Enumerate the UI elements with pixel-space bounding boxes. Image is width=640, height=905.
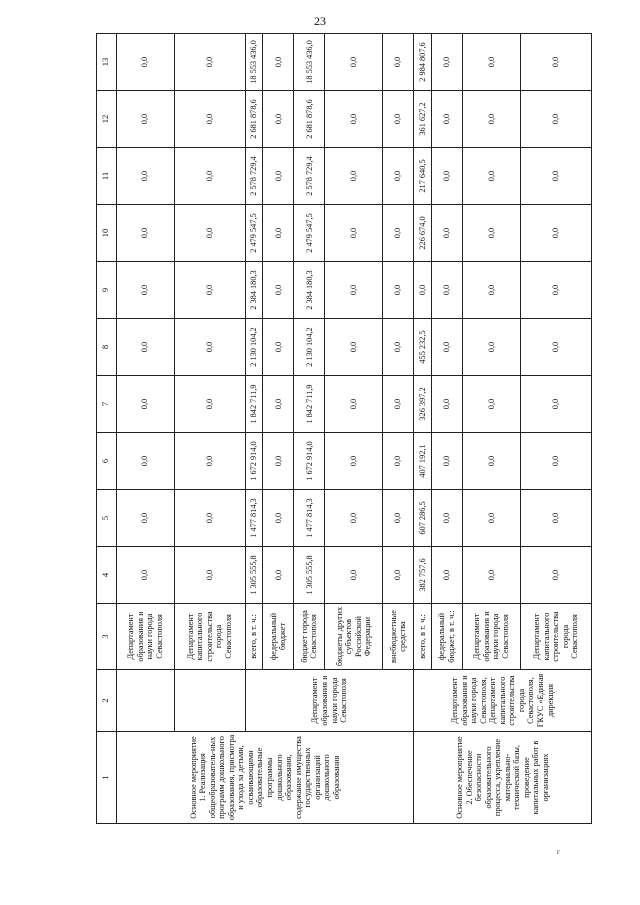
value-cell: 0,0 bbox=[174, 34, 245, 91]
value-cell: 0,0 bbox=[462, 148, 520, 205]
value-cell: 0,0 bbox=[462, 376, 520, 433]
budget-table bbox=[96, 33, 592, 824]
activity-1-executor: Департамент образования и науки города Севастополя bbox=[245, 670, 414, 732]
value-cell: 0,0 bbox=[116, 433, 174, 490]
value-cell: 0,0 bbox=[520, 34, 591, 91]
value-cell: 1 477 814,3 bbox=[294, 490, 325, 547]
source-cell: бюджеты других субъектов Российской Федерации bbox=[325, 604, 383, 670]
value-cell: 2 984 807,6 bbox=[414, 34, 432, 91]
value-cell: 0,0 bbox=[325, 34, 383, 91]
header-cell: 9 bbox=[97, 262, 117, 319]
source-cell: федеральный бюджет, в т. ч.: bbox=[431, 604, 462, 670]
value-cell: 0,0 bbox=[263, 319, 294, 376]
value-cell: 18 553 436,0 bbox=[245, 34, 263, 91]
value-cell: 0,0 bbox=[174, 205, 245, 262]
value-cell: 2 130 104,2 bbox=[245, 319, 263, 376]
value-cell: 0,0 bbox=[325, 148, 383, 205]
value-cell: 0,0 bbox=[431, 148, 462, 205]
value-cell: 2 681 878,6 bbox=[294, 91, 325, 148]
source-cell: Департамент капитального строительства города Севастополя bbox=[174, 604, 245, 670]
activity-1-name: Основное мероприятие 1. Реализация общеобразователь-ных программ дошкольного образования, присмотра и ухода за детьми, осваивающими образовательные программы дошкольного образования, содержание имущества государственных организаций дошкольного образования bbox=[116, 732, 414, 824]
value-cell: 0,0 bbox=[462, 262, 520, 319]
value-cell: 0,0 bbox=[520, 148, 591, 205]
activity-2-name: Основное мероприятие 2. Обеспечение безопасности образовательного процесса, укрепление материально-технической базы, проведение капитальных работ в организациях bbox=[414, 732, 592, 824]
value-cell: 1 305 555,8 bbox=[245, 547, 263, 604]
value-cell: 382 757,6 bbox=[414, 547, 432, 604]
value-cell: 0,0 bbox=[325, 262, 383, 319]
value-cell: 0,0 bbox=[325, 376, 383, 433]
source-cell: Департамент образования и науки города Севастополя bbox=[116, 604, 174, 670]
header-cell: 12 bbox=[97, 91, 117, 148]
value-cell: 217 640,5 bbox=[414, 148, 432, 205]
page-number: 23 bbox=[314, 14, 326, 28]
value-cell: 0,0 bbox=[325, 490, 383, 547]
value-cell: 1 842 711,9 bbox=[294, 376, 325, 433]
header-cell: 4 bbox=[97, 547, 117, 604]
value-cell: 0,0 bbox=[116, 376, 174, 433]
source-cell: всего, в т. ч.: bbox=[414, 604, 432, 670]
value-cell: 0,0 bbox=[174, 490, 245, 547]
empty-cell bbox=[174, 670, 245, 732]
value-cell: 0,0 bbox=[325, 433, 383, 490]
value-cell: 407 192,1 bbox=[414, 433, 432, 490]
value-cell: 0,0 bbox=[116, 319, 174, 376]
value-cell: 0,0 bbox=[325, 91, 383, 148]
header-row bbox=[97, 34, 117, 824]
value-cell: 0,0 bbox=[462, 490, 520, 547]
header-cell: 5 bbox=[97, 490, 117, 547]
value-cell: 0,0 bbox=[263, 148, 294, 205]
value-cell: 0,0 bbox=[462, 547, 520, 604]
value-cell: 2 578 729,4 bbox=[294, 148, 325, 205]
block1-rows bbox=[116, 34, 414, 824]
value-cell: 0,0 bbox=[462, 34, 520, 91]
value-cell: 455 232,5 bbox=[414, 319, 432, 376]
value-cell: 0,0 bbox=[383, 433, 414, 490]
value-cell: 2 384 180,3 bbox=[294, 262, 325, 319]
value-cell: 0,0 bbox=[263, 262, 294, 319]
source-cell: федеральный бюджет bbox=[263, 604, 294, 670]
value-cell: 0,0 bbox=[383, 34, 414, 91]
source-cell: Департамент капитального строительства города Севастополя bbox=[520, 604, 591, 670]
value-cell: 0,0 bbox=[431, 319, 462, 376]
value-cell: 0,0 bbox=[116, 34, 174, 91]
value-cell: 0,0 bbox=[520, 433, 591, 490]
rotated-table-wrapper bbox=[96, 34, 592, 824]
value-cell: 0,0 bbox=[383, 490, 414, 547]
header-cell: 1 bbox=[97, 732, 117, 824]
value-cell: 0,0 bbox=[520, 205, 591, 262]
activity-2-executor: Департамент образования и науки города Севастополя, Департамент капитального строительства города Севастополя, ГКУС «Единая дирекция bbox=[414, 670, 592, 732]
value-cell: 2 578 729,4 bbox=[245, 148, 263, 205]
value-cell: 0,0 bbox=[263, 34, 294, 91]
value-cell: 0,0 bbox=[116, 148, 174, 205]
value-cell: 18 553 436,0 bbox=[294, 34, 325, 91]
value-cell: 0,0 bbox=[174, 262, 245, 319]
value-cell: 0,0 bbox=[431, 490, 462, 547]
value-cell: 0,0 bbox=[383, 376, 414, 433]
source-cell: Департамент образования и науки города Севастополя bbox=[462, 604, 520, 670]
value-cell: 0,0 bbox=[263, 547, 294, 604]
value-cell: 2 130 104,2 bbox=[294, 319, 325, 376]
value-cell: 0,0 bbox=[174, 376, 245, 433]
value-cell: 0,0 bbox=[520, 547, 591, 604]
value-cell: 0,0 bbox=[263, 433, 294, 490]
value-cell: 0,0 bbox=[431, 262, 462, 319]
value-cell: 0,0 bbox=[116, 262, 174, 319]
value-cell: 0,0 bbox=[383, 319, 414, 376]
value-cell: 0,0 bbox=[325, 547, 383, 604]
value-cell: 1 477 814,3 bbox=[245, 490, 263, 547]
value-cell: 0,0 bbox=[116, 547, 174, 604]
value-cell: 0,0 bbox=[174, 547, 245, 604]
header-cell: 8 bbox=[97, 319, 117, 376]
value-cell: 0,0 bbox=[325, 205, 383, 262]
value-cell: 0,0 bbox=[431, 34, 462, 91]
value-cell: 0,0 bbox=[431, 376, 462, 433]
value-cell: 0,0 bbox=[462, 205, 520, 262]
value-cell: 0,0 bbox=[174, 148, 245, 205]
value-cell: 0,0 bbox=[462, 91, 520, 148]
source-cell: бюджет города Севастополя bbox=[294, 604, 325, 670]
table-row bbox=[414, 34, 432, 824]
value-cell: 0,0 bbox=[383, 547, 414, 604]
value-cell: 226 674,0 bbox=[414, 205, 432, 262]
value-cell: 361 627,2 bbox=[414, 91, 432, 148]
value-cell: 0,0 bbox=[174, 433, 245, 490]
value-cell: 0,0 bbox=[263, 91, 294, 148]
value-cell: 2 384 180,3 bbox=[245, 262, 263, 319]
value-cell: 0,0 bbox=[431, 433, 462, 490]
value-cell: 0,0 bbox=[414, 262, 432, 319]
empty-cell bbox=[116, 670, 174, 732]
value-cell: 0,0 bbox=[520, 376, 591, 433]
value-cell: 0,0 bbox=[116, 205, 174, 262]
value-cell: 326 397,2 bbox=[414, 376, 432, 433]
header-cell: 6 bbox=[97, 433, 117, 490]
value-cell: 0,0 bbox=[383, 91, 414, 148]
value-cell: 1 305 555,8 bbox=[294, 547, 325, 604]
value-cell: 2 681 878,6 bbox=[245, 91, 263, 148]
value-cell: 2 479 547,5 bbox=[245, 205, 263, 262]
value-cell: 0,0 bbox=[383, 205, 414, 262]
value-cell: 0,0 bbox=[431, 205, 462, 262]
source-cell: всего, в т. ч.: bbox=[245, 604, 263, 670]
value-cell: 0,0 bbox=[325, 319, 383, 376]
header-cell: 2 bbox=[97, 670, 117, 732]
header-cell: 7 bbox=[97, 376, 117, 433]
value-cell: 0,0 bbox=[116, 91, 174, 148]
value-cell: 0,0 bbox=[263, 376, 294, 433]
block2-rows bbox=[414, 34, 592, 824]
value-cell: 0,0 bbox=[431, 91, 462, 148]
value-cell: 607 286,5 bbox=[414, 490, 432, 547]
value-cell: 0,0 bbox=[116, 490, 174, 547]
value-cell: 0,0 bbox=[520, 490, 591, 547]
value-cell: 0,0 bbox=[174, 91, 245, 148]
value-cell: 0,0 bbox=[462, 319, 520, 376]
table-row bbox=[116, 34, 174, 824]
value-cell: 0,0 bbox=[174, 319, 245, 376]
value-cell: 0,0 bbox=[520, 319, 591, 376]
header-cell: 10 bbox=[97, 205, 117, 262]
value-cell: 0,0 bbox=[383, 262, 414, 319]
value-cell: 0,0 bbox=[263, 205, 294, 262]
value-cell: 1 672 914,0 bbox=[294, 433, 325, 490]
header-cell: 11 bbox=[97, 148, 117, 205]
value-cell: 0,0 bbox=[520, 262, 591, 319]
table-row bbox=[174, 34, 245, 824]
value-cell: 1 842 711,9 bbox=[245, 376, 263, 433]
value-cell: 0,0 bbox=[383, 148, 414, 205]
header-cell: 3 bbox=[97, 604, 117, 670]
footer-mark: г bbox=[557, 848, 560, 856]
value-cell: 0,0 bbox=[263, 490, 294, 547]
header-cell: 13 bbox=[97, 34, 117, 91]
value-cell: 0,0 bbox=[520, 91, 591, 148]
value-cell: 2 479 547,5 bbox=[294, 205, 325, 262]
value-cell: 1 672 914,0 bbox=[245, 433, 263, 490]
value-cell: 0,0 bbox=[462, 433, 520, 490]
source-cell: внебюджетные средства bbox=[383, 604, 414, 670]
value-cell: 0,0 bbox=[431, 547, 462, 604]
table-row bbox=[245, 34, 263, 824]
